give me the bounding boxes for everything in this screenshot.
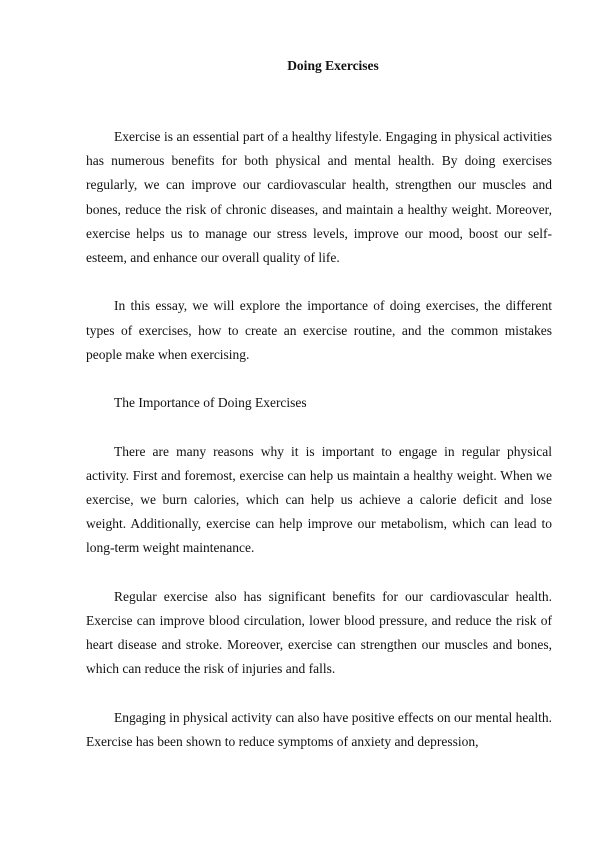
- section-paragraph-3: Engaging in physical activity can also have positive effects on our mental health. Exercise has been shown to reduce symptoms of anxiety and depression,: [86, 709, 552, 749]
- section-paragraph-2: Regular exercise also has significant benefits for our cardiovascular health. Exercise can improve blood circulation, lower blood pressure, and reduce the risk of heart disease and stroke. Moreover, exercise can strengthen our muscles and bones, which can reduce the risk of injuries and falls.: [86, 588, 552, 677]
- intro-paragraph-1: Exercise is an essential part of a healthy lifestyle. Engaging in physical activities has numerous benefits for both physical and mental health. By doing exercises regularly, we can improve our cardiovascular health, strengthen our muscles and bones, reduce the risk of chronic diseases, and maintain a healthy weight. Moreover, exercise helps us to manage our stress levels, improve our mood, boost our self-esteem, and enhance our overall quality of life.: [86, 129, 552, 266]
- section-heading: The Importance of Doing Exercises: [114, 395, 307, 411]
- document-body: [86, 125, 552, 754]
- section-paragraph-1: There are many reasons why it is important to engage in regular physical activity. First and foremost, exercise can help us maintain a healthy weight. When we exercise, we burn calories, which can help us achieve a calorie deficit and lose weight. Additionally, exercise can help improve our metabolism, which can lead to long-term weight maintenance.: [86, 443, 552, 556]
- document-title: Doing Exercises: [287, 58, 379, 73]
- intro-paragraph-2: In this essay, we will explore the importance of doing exercises, the different types of exercises, how to create an exercise routine, and the common mistakes people make when exercising.: [86, 298, 552, 362]
